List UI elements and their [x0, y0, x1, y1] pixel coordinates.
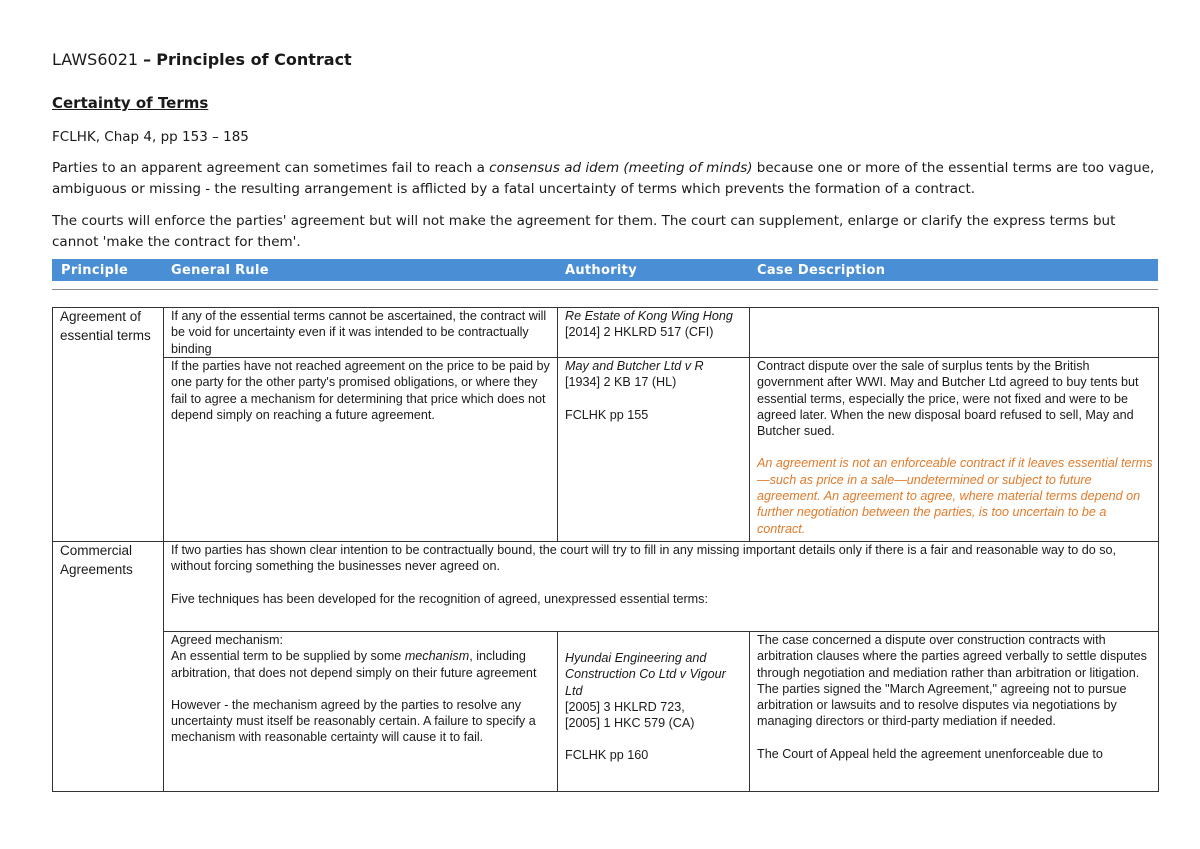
- table-row: [53, 632, 1159, 792]
- course-code: LAWS6021: [52, 50, 139, 69]
- commercial-intro: If two parties has shown clear intention to be contractually bound, the court will try to fill in any missing important details only if there is a fair and reasonable way to do so, without forcing something the businesses never agreed on.: [171, 543, 1117, 574]
- textbook-reference: FCLHK, Chap 4, pp 153 – 185: [52, 129, 249, 145]
- section-title: Certainty of Terms: [52, 94, 209, 112]
- header-case-description: Case Description: [757, 262, 886, 278]
- authority-cell: [558, 632, 750, 792]
- intro-paragraph: [52, 158, 1158, 200]
- table-row: [53, 542, 1159, 632]
- header-principle: Principle: [61, 262, 129, 278]
- fclhk-ref: FCLHK pp 160: [565, 748, 649, 763]
- rule-cell: [164, 632, 558, 792]
- rule-cell: If any of the essential terms cannot be ascertained, the contract will be void for uncertainty even if it was intended to be contractually binding: [164, 308, 558, 358]
- mechanism-rule-2: However - the mechanism agreed by the parties to resolve any uncertainty must itself be reasonably certain. A failure to specify a mechanism with reasonable certainty will cause it to fail.: [171, 697, 536, 745]
- fclhk-ref: FCLHK pp 155: [565, 407, 649, 422]
- mechanism-rule-b: , including arbitration, that does not depend simply on their future agreement: [171, 649, 537, 680]
- authority-cell: [558, 358, 750, 542]
- case-note: An agreement is not an enforceable contract if it leaves essential terms—such as price in a sale—undetermined or subject to future agreement. An agreement to agree, where material terms depend on further negotiation between the parties, is too uncertain to be a contract.: [757, 456, 1153, 536]
- case-description: Contract dispute over the sale of surplus tents by the British government after WWI. May and Butcher Ltd agreed to buy tents but essential terms, especially the price, were not fixed and were to be agreed later. When the new disposal board refused to sell, May and Butcher sued.: [757, 359, 1139, 439]
- mechanism-emphasis: mechanism: [404, 649, 470, 664]
- case-name: Hyundai Engineering and Construction Co Ltd v Vigour Ltd: [565, 651, 726, 698]
- table-row: [53, 358, 1159, 542]
- mechanism-rule-a: An essential term to be supplied by some: [171, 649, 405, 664]
- authority-cell: [558, 308, 750, 358]
- case-name: May and Butcher Ltd v R: [565, 359, 704, 373]
- document-title: [52, 48, 1158, 72]
- header-divider: [52, 289, 1158, 290]
- mechanism-heading: Agreed mechanism:: [171, 633, 283, 647]
- description-cell-empty: [750, 308, 1159, 358]
- header-authority: Authority: [565, 262, 637, 278]
- citation: [2005] 1 HKC 579 (CA): [565, 716, 695, 731]
- header-general-rule: General Rule: [171, 262, 269, 278]
- principle-commercial: Commercial Agreements: [53, 542, 164, 792]
- table-header-bar: [52, 259, 1158, 281]
- citation: [2014] 2 HKLRD 517 (CFI): [565, 325, 714, 340]
- course-name: Principles of Contract: [156, 50, 352, 69]
- principles-table: [52, 307, 1159, 792]
- case-description-2: The Court of Appeal held the agreement unenforceable due to: [757, 746, 1103, 761]
- case-description: The case concerned a dispute over construction contracts with arbitration clauses where the parties agreed verbally to settle disputes through negotiation and mediation rather than arbitration or litigation. The parties signed the "March Agreement," agreeing not to pursue arbitration or lawsuits and to resolve disputes via negotiations by managing directors or third-party mediation if needed.: [757, 633, 1147, 729]
- courts-paragraph: The courts will enforce the parties' agreement but will not make the agreement for them. The court can supplement, enlarge or clarify the express terms but cannot 'make the contract for them'.: [52, 213, 1116, 250]
- intro-text-b: because one or more of the essential terms are too vague, ambiguous or missing - the resulting arrangement is afflicted by a fatal uncertainty of terms which prevents the formation of a contract.: [52, 160, 1155, 197]
- intro-text-a: Parties to an apparent agreement can sometimes fail to reach a: [52, 160, 490, 176]
- citation: [1934] 2 KB 17 (HL): [565, 375, 677, 390]
- rule-cell: If the parties have not reached agreement on the price to be paid by one party for the other party's promised obligations, or where they fail to agree a mechanism for determining that price which does not depend simply on reaching a future agreement.: [164, 358, 558, 542]
- mechanism-rule: [171, 648, 553, 681]
- description-cell: [750, 358, 1159, 542]
- techniques-text: Five techniques has been developed for the recognition of agreed, unexpressed essential terms:: [171, 591, 708, 606]
- commercial-intro-cell: [164, 542, 1159, 632]
- title-separator: –: [143, 50, 152, 69]
- table-row: [53, 308, 1159, 358]
- case-name: Re Estate of Kong Wing Hong: [565, 309, 733, 323]
- citation: [2005] 3 HKLRD 723,: [565, 699, 685, 714]
- principle-agreement: Agreement of essential terms: [53, 308, 164, 542]
- description-cell: [750, 632, 1159, 792]
- intro-emphasis: consensus ad idem (meeting of minds): [489, 160, 753, 176]
- document-page: [52, 48, 1158, 290]
